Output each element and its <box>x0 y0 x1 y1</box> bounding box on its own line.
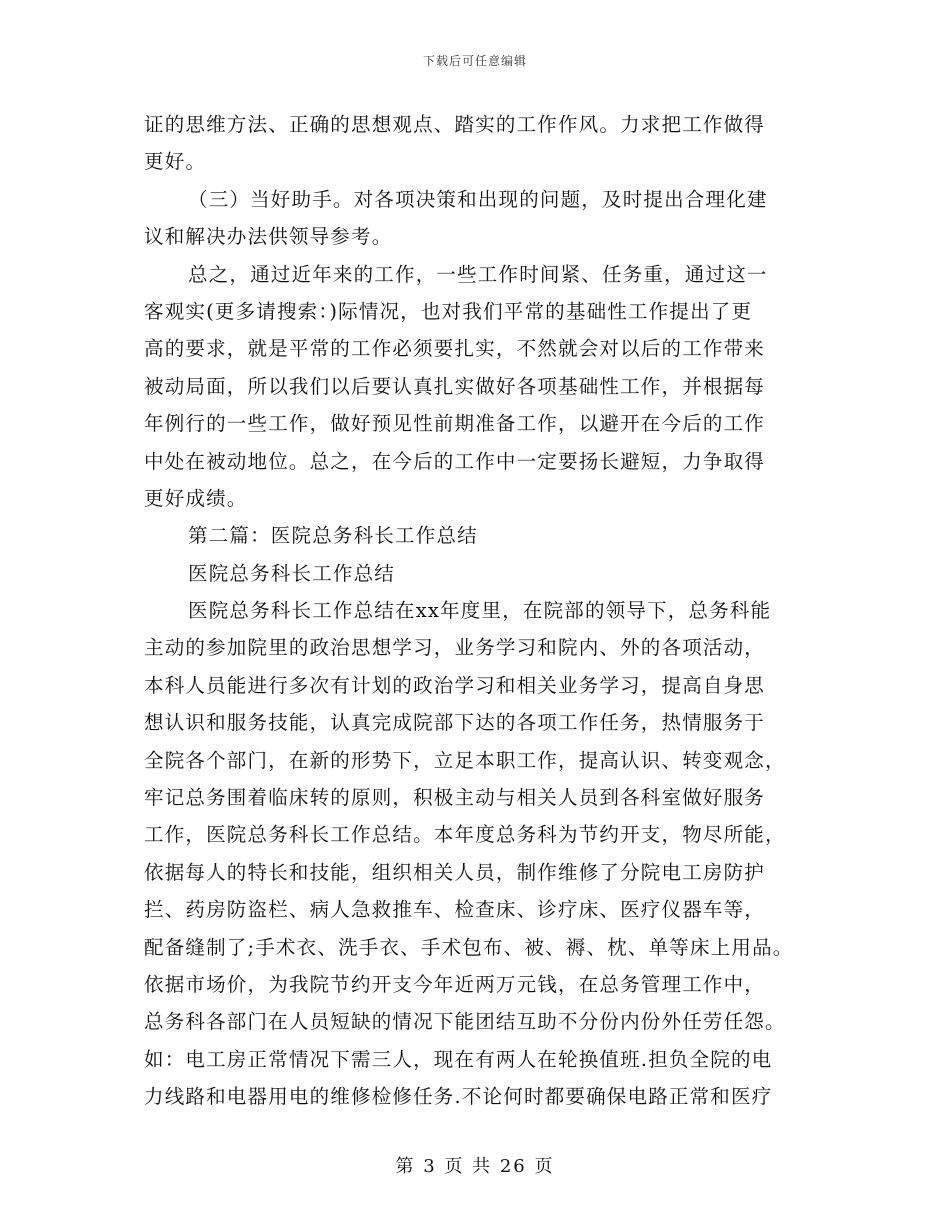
page-header: 下载后可任意编辑 <box>422 54 527 68</box>
body-line: 想认识和服务技能，认真完成院部下达的各项工作任务，热情服务于 <box>144 711 766 735</box>
body-line: 议和解决办法供领导参考。 <box>144 225 393 249</box>
document-body <box>144 106 804 1116</box>
body-line: 力线路和电器用电的维修检修任务.不论何时都要确保电路正常和医疗 <box>144 1085 773 1109</box>
body-line: 牢记总务围着临床转的原则，积极主动与相关人员到各科室做好服务 <box>144 786 766 810</box>
body-line: 配备缝制了;手术衣、洗手衣、手术包布、被、褥、枕、单等床上用品。 <box>144 935 794 959</box>
body-line: 工作，医院总务科长工作总结。本年度总务科为节约开支，物尽所能， <box>144 823 786 847</box>
body-line: 证的思维方法、正确的思想观点、踏实的工作作风。力求把工作做得 <box>144 113 766 136</box>
body-line: 总务科各部门在人员短缺的情况下能团结互助不分份内份外任劳任怨。 <box>144 1010 786 1034</box>
body-line: 本科人员能进行多次有计划的政治学习和相关业务学习，提高自身思 <box>144 673 766 697</box>
article-title: 医院总务科长工作总结 <box>188 561 396 585</box>
body-line: 依据市场价，为我院节约开支今年近两万元钱，在总务管理工作中， <box>144 972 766 996</box>
body-line: （三）当好助手。对各项决策和出现的问题，及时提出合理化建 <box>188 187 768 211</box>
body-line: 依据每人的特长和技能，组织相关人员，制作维修了分院电工房防护 <box>144 860 766 884</box>
body-line: 更好。 <box>144 150 207 174</box>
body-line: 高的要求，就是平常的工作必须要扎实，不然就会对以后的工作带来 <box>144 337 766 361</box>
page-number-footer: 第 3 页 共 26 页 <box>395 1156 555 1177</box>
body-line: 主动的参加院里的政治思想学习，业务学习和院内、外的各项活动， <box>144 636 766 660</box>
body-line: 医院总务科长工作总结在xx年度里，在院部的领导下，总务科能 <box>188 599 772 623</box>
body-line: 全院各个部门，在新的形势下，立足本职工作，提高认识、转变观念， <box>144 748 786 772</box>
body-line: 拦、药房防盗栏、病人急救推车、检查床、诊疗床、医疗仪器车等， <box>144 898 766 922</box>
body-line: 客观实(更多请搜索：)际情况，也对我们平常的基础性工作提出了更 <box>144 299 753 323</box>
body-line: 年例行的一些工作，做好预见性前期准备工作，以避开在今后的工作 <box>144 412 766 436</box>
body-line: 被动局面，所以我们以后要认真扎实做好各项基础性工作，并根据每 <box>144 374 766 398</box>
section-heading: 第二篇：医院总务科长工作总结 <box>188 524 478 548</box>
body-line: 中处在被动地位。总之，在今后的工作中一定要扬长避短，力争取得 <box>144 449 766 473</box>
body-line: 更好成绩。 <box>144 486 248 510</box>
body-line: 总之，通过近年来的工作，一些工作时间紧、任务重，通过这一 <box>188 262 768 286</box>
body-line: 如：电工房正常情况下需三人，现在有两人在轮换值班.担负全院的电 <box>144 1047 773 1071</box>
